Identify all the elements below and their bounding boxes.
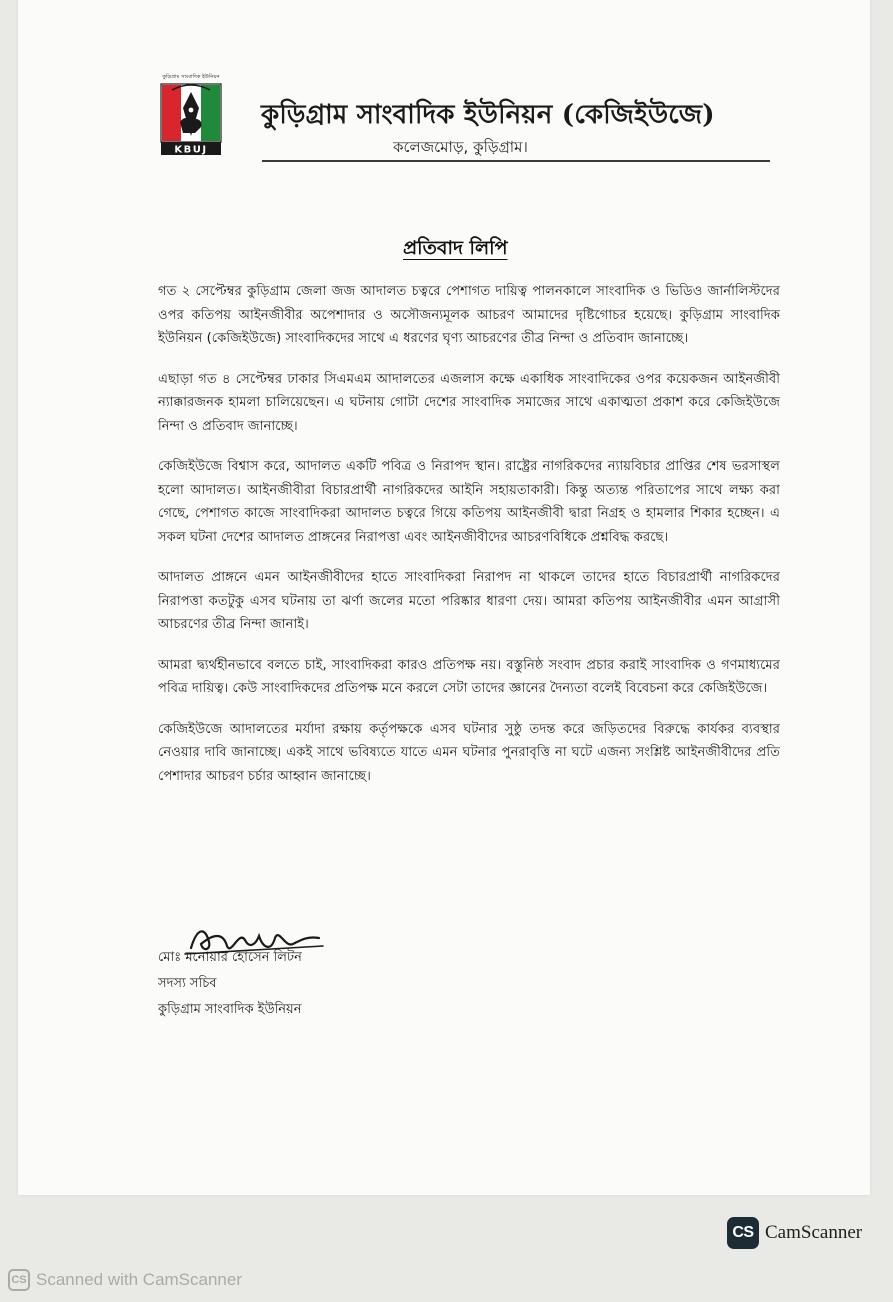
- header-divider: [262, 160, 770, 162]
- logo-bottom-text: KBUJ: [174, 144, 208, 156]
- camscanner-watermark-icon: CS: [8, 1269, 30, 1291]
- signatory-organization: কুড়িগ্রাম সাংবাদিক ইউনিয়ন: [158, 1002, 302, 1017]
- scan-watermark: [8, 1267, 242, 1293]
- camscanner-badge-text: CamScanner: [765, 1222, 863, 1243]
- document-title: প্রতিবাদ লিপি: [403, 237, 508, 259]
- kbuj-logo: [158, 70, 224, 156]
- org-address: কলেজমোড়, কুড়িগ্রাম।: [393, 138, 528, 156]
- document-body: [158, 280, 780, 805]
- camscanner-badge: [727, 1216, 862, 1250]
- paragraph: আমরা দ্ব্যর্থহীনভাবে বলতে চাই, সাংবাদিকরা কারও প্রতিপক্ষ নয়। বস্তুনিষ্ঠ সংবাদ প্রচার করাই সাংবাদিক ও গণমাধ্যমের পবিত্র দায়িত্ব। কেউ সাংবাদিকদের প্রতিপক্ষ মনে করলে সেটা তাদের জ্ঞানের দৈন্যতা বলেই বিবেচনা করে কেজিইউজে।: [158, 657, 780, 696]
- signatory-name: মোঃ মনোয়ার হোসেন লিটন: [158, 950, 302, 965]
- camscanner-icon: CS: [727, 1217, 759, 1249]
- logo-top-text: কুড়িগ্রাম সাংবাদিক ইউনিয়ন: [162, 74, 220, 80]
- paragraph: কেজিইউজে আদালতের মর্যাদা রক্ষায় কর্তৃপক্ষকে এসব ঘটনার সুষ্ঠু তদন্ত করে জড়িতদের বিরুদ্ধে কার্যকর ব্যবস্থার নেওয়ার দাবি জানাচ্ছে। একই সাথে ভবিষ্যতে যাতে এমন ঘটনার পুনরাবৃত্তি না ঘটে এজন্য সংশ্লিষ্ট আইনজীবীদের প্রতি পেশাদার আচরণ চর্চার আহ্বান জানাচ্ছে।: [158, 721, 780, 784]
- paragraph: এছাড়া গত ৪ সেপ্টেম্বর ঢাকার সিএমএম আদালতের এজলাস কক্ষে একাধিক সাংবাদিকের ওপর কয়েকজন আইনজীবী ন্যাক্কারজনক হামলা চালিয়েছেন। এ ঘটনায় গোটা দেশের সাংবাদিক সমাজের সাথে একাত্মতা প্রকাশ করে কেজিইউজে নিন্দা ও প্রতিবাদ জানাচ্ছে।: [158, 371, 780, 434]
- watermark-text: Scanned with CamScanner: [36, 1270, 243, 1289]
- signatory-block: [158, 945, 302, 1023]
- document-page: [18, 0, 870, 1195]
- org-name: কুড়িগ্রাম সাংবাদিক ইউনিয়ন (কেজিইউজে): [261, 100, 715, 130]
- paragraph: গত ২ সেপ্টেম্বর কুড়িগ্রাম জেলা জজ আদালত চত্বরে পেশাগত দায়িত্ব পালনকালে সাংবাদিক ও ভিডিও জার্নালিস্টদের ওপর কতিপয় আইনজীবীর অপেশাদার ও অসৌজন্যমূলক আচরণ আমাদের দৃষ্টিগোচর হয়েছে। কুড়িগ্রাম সাংবাদিক ইউনিয়ন (কেজিইউজে) সাংবাদিকদের সাথে এ ধরণের ঘৃণ্য আচরণের তীব্র নিন্দা ও প্রতিবাদ জানাচ্ছে।: [158, 284, 780, 346]
- paragraph: আদালত প্রাঙ্গনে এমন আইনজীবীদের হাতে সাংবাদিকরা নিরাপদ না থাকলে তাদের হাতে বিচারপ্রার্থী নাগরিকদের নিরাপত্তা কতটুকু এসব ঘটনায় তা ঝর্ণা জলের মতো পরিষ্কার ধারণা দেয়। আমরা কতিপয় আইনজীবীর এমন আগ্রাসী আচরণের তীব্র নিন্দা জানাই।: [158, 570, 780, 632]
- paragraph: কেজিইউজে বিশ্বাস করে, আদালত একটি পবিত্র ও নিরাপদ স্থান। রাষ্ট্রের নাগরিকদের ন্যায়বিচার প্রাপ্তির শেষ ভরসাস্থল হলো আদালত। আইনজীবীরা বিচারপ্রার্থী নাগরিকদের আইনি সহায়তাকারী। কিন্তু অত্যন্ত পরিতাপের সাথে লক্ষ্য করা গেছে, পেশাগত কাজে সাংবাদিকরা আদালত চত্বরে গিয়ে কতিপয় আইনজীবী দ্বারা নিগ্রহ ও হামলার শিকার হচ্ছেন। এ সকল ঘটনা দেশের আদালত প্রাঙ্গনের নিরাপত্তা এবং আইনজীবীদের আচরণবিধিকে প্রশ্নবিদ্ধ করছে।: [158, 459, 780, 545]
- signatory-designation: সদস্য সচিব: [158, 976, 217, 991]
